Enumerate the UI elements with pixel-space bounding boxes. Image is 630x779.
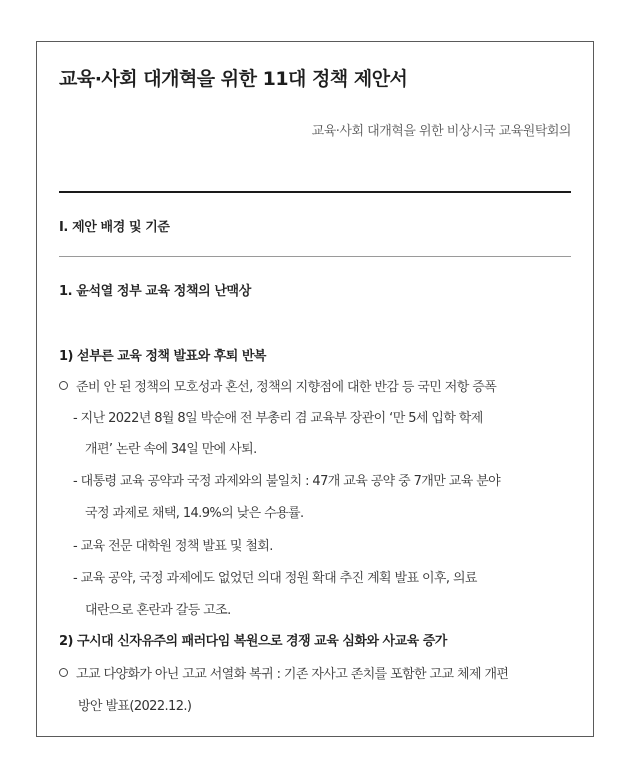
bullet-item-continuation: 방안 발표(2022.12.) xyxy=(78,699,192,714)
title-divider xyxy=(59,191,571,193)
circle-bullet-icon xyxy=(59,381,68,390)
dash-item: - 대통령 교육 공약과 국정 과제와의 불일치 : 47개 교육 공약 중 7개만 교육 분야 xyxy=(73,474,501,489)
document-title: 교육·사회 대개혁을 위한 11대 정책 제안서 xyxy=(59,68,408,90)
bullet-item xyxy=(59,663,508,682)
document-page xyxy=(36,41,594,737)
dash-item-continuation: 국정 과제로 채택, 14.9%의 낮은 수용률. xyxy=(85,506,304,521)
subsection-heading: 1. 윤석열 정부 교육 정책의 난맥상 xyxy=(59,284,251,299)
point-heading-1: 1) 섣부른 교육 정책 발표와 후퇴 반복 xyxy=(59,349,266,364)
dash-item: - 교육 공약, 국정 과제에도 없었던 의대 정원 확대 추진 계획 발표 이후, 의료 xyxy=(73,571,477,586)
bullet-text: 고교 다양화가 아닌 고교 서열화 복귀 : 기존 자사고 존치를 포함한 고교 체제 개편 xyxy=(76,667,509,682)
document-author: 교육·사회 대개혁을 위한 비상시국 교육원탁회의 xyxy=(311,124,571,139)
dash-item-continuation: 개편’ 논란 속에 34일 만에 사퇴. xyxy=(85,442,257,457)
dash-item: - 지난 2022년 8월 8일 박순애 전 부총리 겸 교육부 장관이 ‘만 5세 입학 학제 xyxy=(73,411,483,426)
point-heading-2: 2) 구시대 신자유주의 패러다임 복원으로 경쟁 교육 심화와 사교육 증가 xyxy=(59,634,447,649)
bullet-text: 준비 안 된 정책의 모호성과 혼선, 정책의 지향점에 대한 반감 등 국민 저항 증폭 xyxy=(76,380,497,395)
dash-item: - 교육 전문 대학원 정책 발표 및 철회. xyxy=(73,539,273,554)
dash-item-continuation: 대란으로 혼란과 갈등 고조. xyxy=(85,603,231,618)
circle-bullet-icon xyxy=(59,668,68,677)
section-heading: Ⅰ. 제안 배경 및 기준 xyxy=(59,220,170,235)
bullet-item xyxy=(59,376,496,395)
section-divider xyxy=(59,256,571,257)
